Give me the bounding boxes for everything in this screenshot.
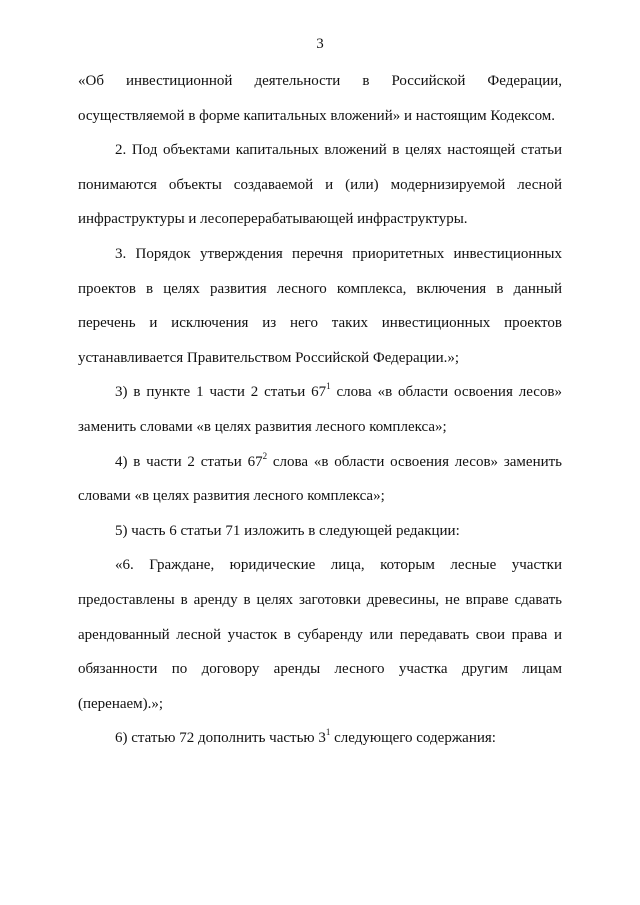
superscript-2: 2	[262, 450, 268, 461]
superscript-1: 1	[326, 381, 331, 392]
paragraph-6: 5) часть 6 статьи 71 изложить в следующей редакции:	[115, 522, 460, 539]
paragraph-1: «Об инвестиционной деятельности в Российской Федерации, осуществляемой в форме капитальных вложений» и настоящим Кодексом.	[78, 73, 562, 124]
page-number: 3	[316, 36, 324, 52]
paragraph-4-text-before: 3) в пункте 1 части 2 статьи 67	[115, 384, 327, 401]
document-body	[78, 64, 562, 756]
paragraph-8-text-after: следующего содержания:	[330, 730, 496, 747]
paragraph-5	[78, 445, 562, 514]
paragraph-4-text-after: слова «в области освоения лесов» заменить словами «в целях развития лесного комплекса»;	[78, 384, 562, 435]
paragraph-2: 2. Под объектами капитальных вложений в целях настоящей статьи понимаются объекты создаваемой и (или) модернизируемой лесной инфраструктуры и лесоперерабатывающей инфраструктуры.	[78, 142, 562, 228]
paragraph-8-text-before: 6) статью 72 дополнить частью 3	[115, 730, 326, 747]
paragraph-7: «6. Граждане, юридические лица, которым лесные участки предоставлены в аренду в целях заготовки древесины, не вправе сдавать арендованный лесной участок в субаренду или передавать свои права и обязанности по договору аренды лесного участка другим лицам (перенаем).»;	[78, 557, 562, 712]
paragraph-8	[78, 721, 562, 756]
paragraph-3: 3. Порядок утверждения перечня приоритетных инвестиционных проектов в целях развития лесного комплекса, включения в данный перечень и исключения из него таких инвестиционных проектов устанавливается Правительством Российской Федерации.»;	[78, 245, 562, 366]
paragraph-4	[78, 375, 562, 444]
paragraph-5-text-before: 4) в части 2 статьи 67	[115, 453, 263, 470]
superscript-3: 1	[325, 727, 331, 738]
paragraph-5-text-after: слова «в области освоения лесов» заменить словами «в целях развития лесного комплекса»;	[78, 453, 563, 505]
